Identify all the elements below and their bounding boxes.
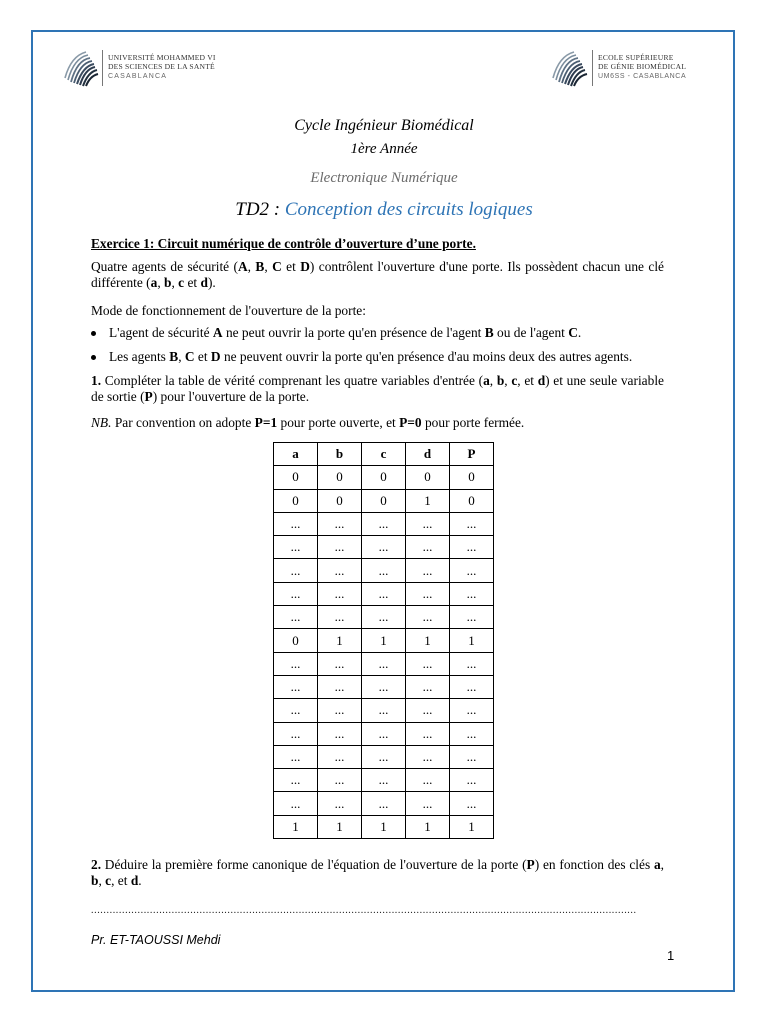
table-cell: ... — [274, 722, 318, 745]
bullet-dot — [91, 331, 96, 336]
table-cell: ... — [362, 536, 406, 559]
table-cell: ... — [318, 582, 362, 605]
logo-line: ECOLE SUPÉRIEURE — [598, 53, 674, 62]
table-row — [274, 512, 494, 535]
table-row — [274, 745, 494, 768]
table-cell: ... — [406, 722, 450, 745]
table-cell: 1 — [450, 629, 494, 652]
table-row — [274, 652, 494, 675]
table-cell: ... — [450, 536, 494, 559]
table-cell: ... — [450, 792, 494, 815]
table-cell: ... — [362, 512, 406, 535]
table-cell: 1 — [406, 489, 450, 512]
table-cell: 1 — [362, 629, 406, 652]
table-cell: ... — [362, 606, 406, 629]
table-cell: ... — [318, 559, 362, 582]
table-cell: 0 — [362, 489, 406, 512]
table-cell: ... — [406, 792, 450, 815]
table-cell: 1 — [318, 815, 362, 838]
school-name — [598, 53, 686, 81]
logo-divider — [592, 50, 593, 86]
table-cell: ... — [318, 792, 362, 815]
subject-title: Electronique Numérique — [310, 170, 458, 186]
logo-line: DE GÉNIE BIOMÉDICAL — [598, 62, 687, 72]
umss-logo-icon — [62, 46, 102, 90]
table-cell: 1 — [406, 629, 450, 652]
question-1: 1. Compléter la table de vérité comprenant les quatre variables d'entrée (a, b, c, et d) et une seule variable de sortie (P) pour l'ouverture de la porte. — [91, 373, 664, 404]
university-name — [108, 53, 216, 81]
table-cell: ... — [450, 652, 494, 675]
year-title: 1ère Année — [350, 141, 418, 157]
table-cell: ... — [406, 606, 450, 629]
table-cell: 0 — [406, 466, 450, 489]
table-cell: 1 — [362, 815, 406, 838]
table-cell: 0 — [318, 489, 362, 512]
table-cell: ... — [362, 722, 406, 745]
table-cell: ... — [362, 792, 406, 815]
answer-line: ................................................................................................................................................................................ — [91, 905, 637, 916]
table-cell: ... — [318, 722, 362, 745]
table-row — [274, 792, 494, 815]
table-cell: ... — [318, 675, 362, 698]
table-cell: ... — [318, 652, 362, 675]
header-cell: P — [450, 443, 494, 466]
table-cell: 0 — [274, 489, 318, 512]
table-cell: ... — [406, 512, 450, 535]
table-cell: ... — [362, 582, 406, 605]
table-cell: ... — [406, 769, 450, 792]
table-cell: 1 — [406, 815, 450, 838]
table-cell: ... — [274, 582, 318, 605]
table-row — [274, 722, 494, 745]
logo-line: UNIVERSITÉ MOHAMMED VI — [108, 53, 216, 62]
table-cell: ... — [362, 699, 406, 722]
table-cell: ... — [450, 675, 494, 698]
table-row — [274, 815, 494, 838]
table-cell: ... — [362, 769, 406, 792]
convention-note: NB. Par convention on adopte P=1 pour porte ouverte, et P=0 pour porte fermée. — [91, 415, 525, 430]
table-cell: ... — [362, 675, 406, 698]
table-cell: ... — [450, 745, 494, 768]
exercise-intro: Quatre agents de sécurité (A, B, C et D) contrôlent l'ouverture d'une porte. Ils possèdent chacun une clé différente (a, b, c et d). — [91, 259, 664, 290]
header-cell: a — [274, 443, 318, 466]
page-number: 1 — [667, 948, 675, 963]
table-cell: ... — [274, 699, 318, 722]
table-cell: 1 — [274, 815, 318, 838]
question-2: 2. Déduire la première forme canonique de l'équation de l'ouverture de la porte (P) en fonction des clés a, b, c, et d. — [91, 857, 664, 888]
table-cell: ... — [406, 536, 450, 559]
table-cell: ... — [450, 512, 494, 535]
table-cell: ... — [406, 582, 450, 605]
table-cell: ... — [274, 745, 318, 768]
table-cell: ... — [318, 606, 362, 629]
table-cell: ... — [362, 652, 406, 675]
table-cell: ... — [274, 652, 318, 675]
table-cell: 0 — [450, 466, 494, 489]
table-cell: 0 — [362, 466, 406, 489]
table-cell: ... — [450, 582, 494, 605]
table-row — [274, 629, 494, 652]
table-cell: ... — [318, 769, 362, 792]
table-cell: 0 — [274, 466, 318, 489]
header-cell: d — [406, 443, 450, 466]
mode-text: Mode de fonctionnement de l'ouverture de la porte: — [91, 303, 366, 318]
table-cell: ... — [274, 792, 318, 815]
table-row — [274, 769, 494, 792]
table-row — [274, 536, 494, 559]
table-cell: ... — [406, 745, 450, 768]
header-cell: c — [362, 443, 406, 466]
rule-text: L'agent de sécurité A ne peut ouvrir la porte qu'en présence de l'agent B ou de l'agent C. — [109, 325, 582, 340]
rule-text: Les agents B, C et D ne peuvent ouvrir la porte qu'en présence d'au moins deux des autres agents. — [109, 349, 633, 364]
truth-table-body — [274, 466, 494, 839]
table-row — [274, 559, 494, 582]
table-cell: ... — [450, 606, 494, 629]
author: Pr. ET-TAOUSSI Mehdi — [91, 933, 221, 947]
table-cell: ... — [406, 699, 450, 722]
table-cell: ... — [274, 536, 318, 559]
logo-line: DES SCIENCES DE LA SANTÉ — [108, 62, 215, 72]
truth-table-header — [274, 443, 494, 466]
table-cell: ... — [406, 652, 450, 675]
logo-divider — [102, 50, 103, 86]
table-cell: 0 — [318, 466, 362, 489]
truth-table — [273, 442, 494, 839]
exercise-heading: Exercice 1: Circuit numérique de contrôle d’ouverture d’une porte. — [91, 236, 476, 251]
table-cell: ... — [450, 559, 494, 582]
table-cell: ... — [274, 512, 318, 535]
table-cell: ... — [450, 769, 494, 792]
table-cell: 1 — [318, 629, 362, 652]
logo-city: CASABLANCA — [108, 72, 168, 80]
esgb-logo-icon — [550, 46, 592, 90]
cycle-title: Cycle Ingénieur Biomédical — [294, 117, 474, 134]
table-row — [274, 606, 494, 629]
table-cell: ... — [406, 675, 450, 698]
table-cell: ... — [318, 536, 362, 559]
table-cell: ... — [318, 512, 362, 535]
table-cell: ... — [274, 675, 318, 698]
table-cell: ... — [274, 769, 318, 792]
td-prefix: TD2 : — [235, 199, 285, 220]
table-cell: ... — [450, 722, 494, 745]
table-cell: ... — [406, 559, 450, 582]
table-cell: ... — [318, 745, 362, 768]
table-cell: ... — [362, 559, 406, 582]
table-cell: ... — [318, 699, 362, 722]
table-cell: ... — [274, 559, 318, 582]
table-cell: 0 — [450, 489, 494, 512]
table-cell: ... — [274, 606, 318, 629]
table-row — [274, 489, 494, 512]
table-row — [274, 582, 494, 605]
table-row — [274, 466, 494, 489]
table-cell: ... — [362, 745, 406, 768]
logo-city: UM6SS - CASABLANCA — [598, 72, 687, 80]
table-cell: 0 — [274, 629, 318, 652]
td-topic: Conception des circuits logiques — [284, 199, 533, 220]
bullet-dot — [91, 355, 96, 360]
table-cell: 1 — [450, 815, 494, 838]
table-row — [274, 675, 494, 698]
header-cell: b — [318, 443, 362, 466]
table-cell: ... — [450, 699, 494, 722]
td-title — [0, 199, 768, 221]
table-row — [274, 699, 494, 722]
